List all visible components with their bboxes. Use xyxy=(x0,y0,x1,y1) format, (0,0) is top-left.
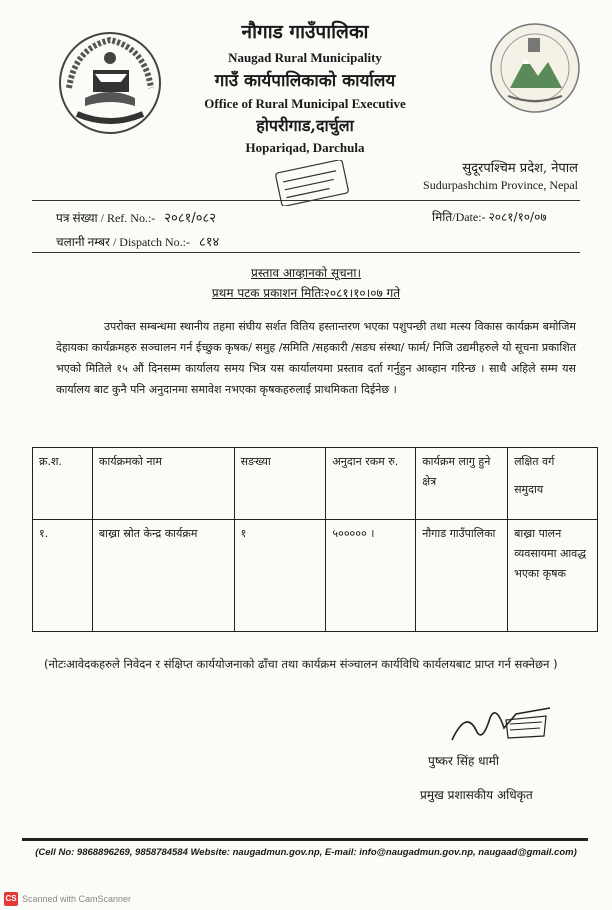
col-header-count: सङख्या xyxy=(234,448,326,520)
notice-title xyxy=(0,264,612,281)
col-header-target-label: लक्षित वर्ग xyxy=(514,455,555,468)
cell-target: बाख्रा पालन व्यवसायमा आवद्ध भएका कृषक xyxy=(508,520,598,632)
dispatch-number-row xyxy=(56,232,219,250)
dispatch-label: चलानी नम्बर / Dispatch No.:- xyxy=(56,235,190,249)
office-name-en: Office of Rural Municipal Executive xyxy=(204,96,406,111)
col-header-target-extra: समुदाय xyxy=(514,483,544,496)
address-np: होपरीगाड,दार्चुला xyxy=(256,116,354,135)
footer-divider xyxy=(22,838,588,841)
program-table xyxy=(32,447,598,632)
ref-number-row xyxy=(56,208,216,226)
cell-count: १ xyxy=(234,520,326,632)
municipality-name-en: Naugad Rural Municipality xyxy=(228,50,382,65)
ref-value: २०८१/०८२ xyxy=(164,211,216,226)
cell-program-name: बाख्रा स्रोत केन्द्र कार्यक्रम xyxy=(92,520,234,632)
header-divider xyxy=(32,200,580,201)
camscanner-logo-icon: CS xyxy=(4,892,18,906)
contact-footer: (Cell No: 9868896269, 9858784584 Website: naugadmun.gov.np, E-mail: info@naugadmun.gov.np, naugaad@gmail.com) xyxy=(35,847,577,858)
handwritten-signature xyxy=(446,700,556,748)
table-header-row xyxy=(33,448,598,520)
col-header-program-name: कार्यक्रमको नाम xyxy=(92,448,234,520)
applicant-note: (नोटःआवेदकहरुले निवेदन र संक्षिप्त कार्ययोजनाको ढाँचा तथा कार्यक्रम संञ्चालन कार्यविधि कार्यलयबाट प्राप्त गर्न सक्नेछन ) xyxy=(44,657,558,671)
col-header-target xyxy=(508,448,598,520)
cell-area: नौगाड गाउँपालिका xyxy=(416,520,508,632)
province-en: Sudurpashchim Province, Nepal xyxy=(423,178,578,192)
signatory-title: प्रमुख प्रशासकीय अधिकृत xyxy=(420,788,533,802)
camscanner-badge xyxy=(4,892,131,906)
col-header-area: कार्यक्रम लागु हुने क्षेत्र xyxy=(416,448,508,520)
address-en: Hopariqad, Darchula xyxy=(245,140,365,155)
office-name-np: गाउँ कार्यपालिकाको कार्यालय xyxy=(214,71,396,91)
notice-body: उपरोक्त सम्बन्धमा स्थानीय तहमा संघीय सर्शत वितिय हस्तान्तरण भएका पशुपन्छी तथा मत्स्य विकास कार्यक्रम बमोजिम देहायका कार्यक्रमहरु सञ्चालन गर्न ईच्छुक कृषक/ समुह /समिति /सहकारी /सङघ संस्था/ फार्म/ निजि उद्यमीहरुले यो सूचना प्रकाशित भएको मितिले १५ औं दिनसम्म कार्यालय समय भित्र यस कार्यालयमा प्रस्ताव दर्ता गर्नुहुन आब्हान गरिन्छ । साथै अहिले सम्म यस कार्यालय बाट कुनै पनि अनुदानमा समावेश नभएका कृषकहरुलाई प्राथमिकता दिईनेछ । xyxy=(56,320,576,396)
notice-subtitle-text: प्रथम पटक प्रकाशन मितिः२०८१।१०।०७ गते xyxy=(211,286,401,300)
dispatch-value: ८१४ xyxy=(198,235,220,250)
reference-divider xyxy=(32,252,580,253)
municipality-name-np: नौगाड गाउँपालिका xyxy=(241,21,369,43)
date-label: मिति/Date:- xyxy=(432,210,486,224)
camscanner-text: Scanned with CamScanner xyxy=(22,894,132,904)
signatory-name: पुष्कर सिंह धामी xyxy=(428,754,499,768)
notice-subtitle xyxy=(0,284,612,301)
municipality-logo-icon xyxy=(488,18,582,118)
col-header-sn: क्र.श. xyxy=(33,448,93,520)
col-header-amount: अनुदान रकम रु. xyxy=(326,448,416,520)
cell-amount: ५००००० । xyxy=(326,520,416,632)
cell-sn: १. xyxy=(33,520,93,632)
province-np: सुदूरपश्चिम प्रदेश, नेपाल xyxy=(462,161,578,176)
ref-label: पत्र संख्या / Ref. No.:- xyxy=(56,211,156,225)
date-row xyxy=(432,208,547,225)
table-row xyxy=(33,520,598,632)
date-value: २०८१/१०/०७ xyxy=(488,210,547,224)
notice-title-text: प्रस्ताव आव्हानको सूचना। xyxy=(251,266,361,280)
